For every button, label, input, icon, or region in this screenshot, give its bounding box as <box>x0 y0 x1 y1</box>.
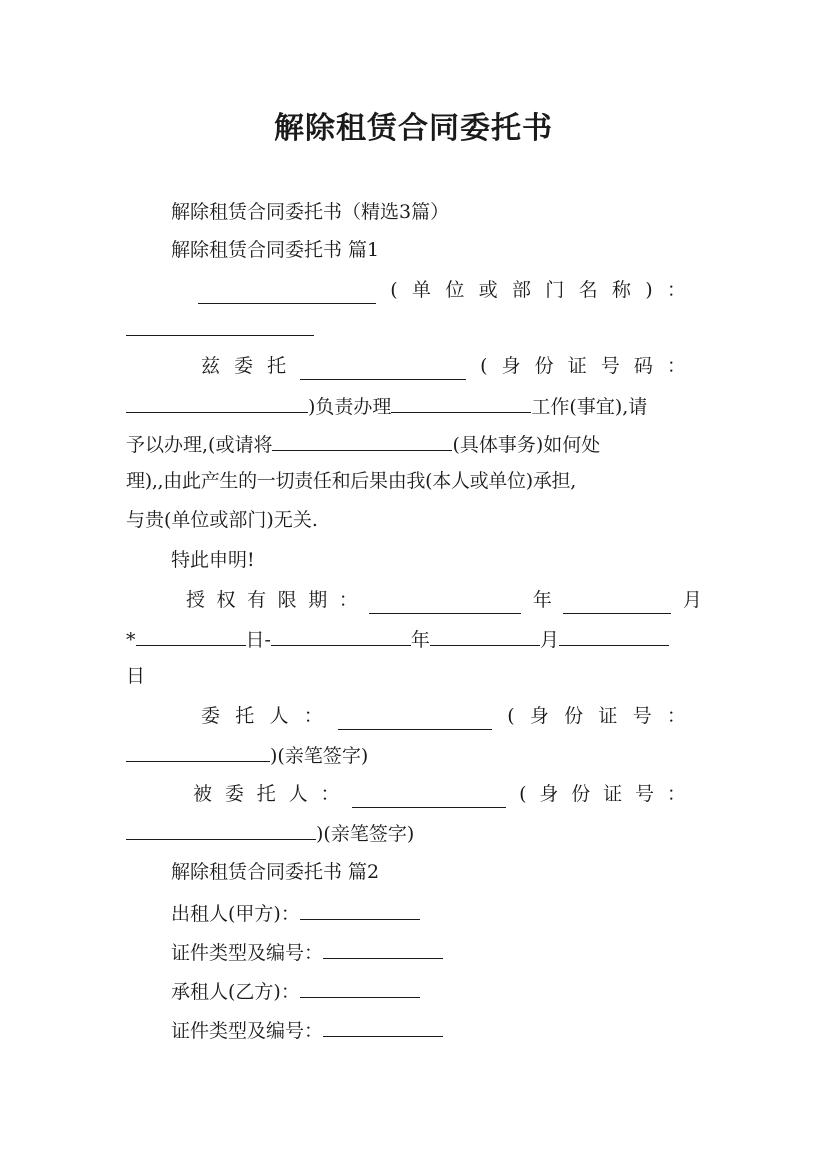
authorization-period-line-2: * 日- 年 月 <box>126 624 702 654</box>
intro-line: 解除租赁合同委托书（精选3篇） <box>171 201 450 223</box>
client-line: 委 托 人 ： ( 身 份 证 号 ： <box>201 702 686 730</box>
unit-name-blank <box>198 282 376 304</box>
cert-line-1: 证件类型及编号： <box>171 937 702 967</box>
unit-blank-line <box>126 314 702 344</box>
document-title: 解除租赁合同委托书 <box>274 111 553 146</box>
entrust-name-blank <box>300 358 466 380</box>
declaration: 特此申明! <box>171 549 255 571</box>
authorization-period-line: 授 权 有 限 期 ： 年 月 <box>186 586 702 614</box>
paragraph-line-2: )负责办理 工作(事宜),请 <box>126 391 702 421</box>
unit-name-line: ( 单 位 或 部 门 名 称 ) ： <box>198 276 686 304</box>
paragraph-line-5: 与贵(单位或部门)无关. <box>126 509 318 531</box>
part1-heading: 解除租赁合同委托书 篇1 <box>171 239 380 261</box>
cert-line-2: 证件类型及编号： <box>171 1015 702 1045</box>
client-line-2: )(亲笔签字) <box>126 740 702 770</box>
paragraph-line-3: 予以办理,(或请将 (具体事务)如何处 <box>126 429 702 459</box>
paragraph-line-4: 理),,由此产生的一切责任和后果由我(本人或单位)承担, <box>126 470 576 492</box>
authorization-period-line-3: 日 <box>126 665 146 687</box>
lessor-line: 出租人(甲方)： <box>171 898 702 928</box>
trustee-line-2: )(亲笔签字) <box>126 818 702 848</box>
trustee-line: 被 委 托 人 ： ( 身 份 证 号 ： <box>193 780 686 808</box>
unit-blank-2 <box>126 314 314 336</box>
lessee-line: 承租人(乙方)： <box>171 976 702 1006</box>
part2-heading: 解除租赁合同委托书 篇2 <box>171 861 380 883</box>
entrust-line: 兹 委 托 ( 身 份 证 号 码 ： <box>201 352 686 380</box>
